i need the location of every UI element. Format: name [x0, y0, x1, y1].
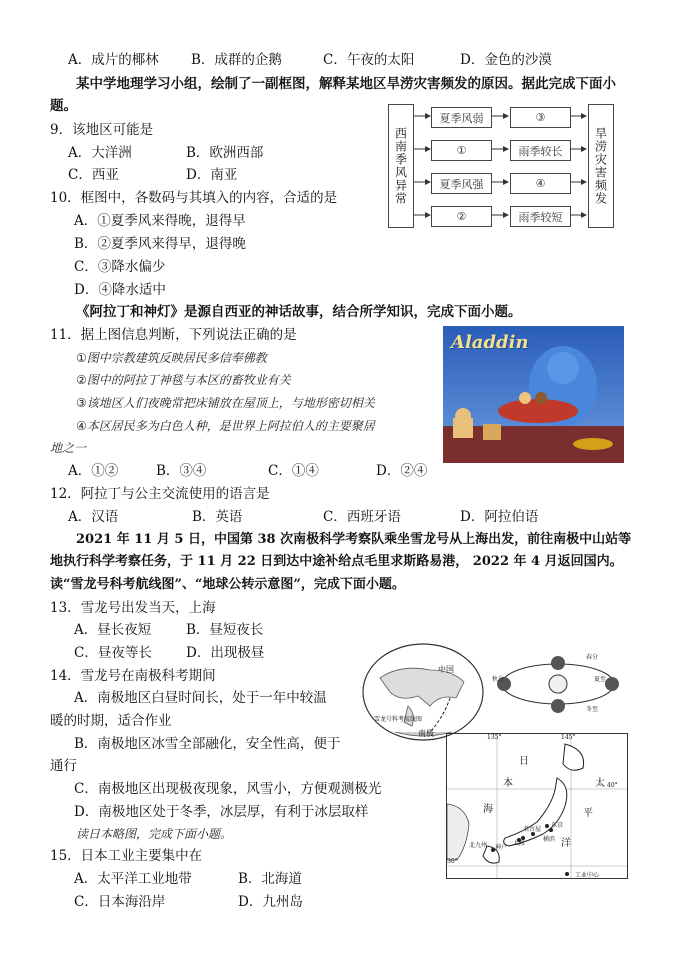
q15-stem: 15．日本工业主要集中在: [50, 848, 203, 864]
intro-3-line-3: 读“雪龙号科考航线图”、“地球公转示意图”，完成下面小题。: [50, 577, 405, 592]
pacific-ping: 平: [583, 808, 593, 819]
city-yokohama: 横滨: [543, 836, 556, 843]
intro-1-line-2: 题。: [50, 98, 77, 114]
aladdin-image: [443, 326, 624, 463]
japan-sea-hai: 海: [483, 804, 493, 815]
q8-option-d: D．金色的沙漠: [460, 52, 552, 68]
q9-option-b: B．欧洲西部: [186, 145, 264, 161]
q11-option-c: C．①④: [268, 463, 319, 479]
q14-option-c: C．南极地区出现极夜现象，风雪小，方便观测极光: [74, 781, 382, 797]
flow-box-r1a: 夏季风弱: [431, 107, 492, 128]
q15-option-b: B．北海道: [238, 871, 302, 887]
route-map-caption: 雪龙号科考航线图: [374, 716, 423, 723]
pacific-tai: 太: [595, 778, 605, 789]
q11-statement-1: ①图中宗教建筑反映居民多信奉佛教: [76, 351, 267, 365]
orbit-label-2: 夏至: [594, 676, 607, 683]
japan-lon-2: 145°: [561, 734, 576, 741]
q13-option-d: D．出现极昼: [186, 645, 265, 661]
orbit-label-3: 秋分: [492, 676, 505, 683]
q12-option-d: D．阿拉伯语: [460, 509, 539, 525]
route-map: [360, 640, 486, 744]
q11-stem: 11．据上图信息判断，下列说法正确的是: [50, 327, 297, 343]
route-map-china: 中国: [438, 665, 454, 674]
q14-option-b-line-1: B．南极地区冰雪全部融化，安全性高，便于: [74, 736, 341, 752]
q8-option-a: A．成片的椰林: [68, 52, 159, 68]
q11-option-d: D．②④: [376, 463, 428, 479]
japan-lon-1: 135°: [487, 734, 502, 741]
japan-sea-ri: 日: [519, 756, 529, 767]
q10-option-c: C．③降水偏少: [74, 259, 166, 275]
q10-option-a: A．①夏季风来得晚，退得早: [74, 213, 246, 229]
orbit-label-4: 冬至: [586, 706, 599, 713]
q11-statement-3: ③该地区人们夜晚常把床铺放在屋顶上，与地形密切相关: [76, 396, 375, 410]
flow-box-r4b: 雨季较短: [510, 206, 571, 227]
japan-map: [446, 733, 628, 879]
q13-option-a: A．昼长夜短: [74, 622, 152, 638]
q9-stem: 9．该地区可能是: [50, 122, 154, 138]
japan-lat-1: 40°: [607, 782, 618, 789]
q14-option-b-line-2: 通行: [50, 758, 77, 774]
q11-statement-2: ②图中的阿拉丁神毯与本区的畜牧业有关: [76, 373, 291, 387]
flow-box-r4a: ②: [431, 206, 492, 227]
flow-box-r3a: 夏季风强: [431, 173, 492, 194]
q9-option-a: A．大洋洲: [68, 145, 132, 161]
flow-right-box: 旱涝灾害频发: [588, 104, 614, 228]
flow-box-r2b: 雨季较长: [510, 140, 571, 161]
japan-lat-2: 30°: [447, 858, 458, 865]
q8-option-b: B．成群的企鹅: [191, 52, 282, 68]
q10-stem: 10．框图中，各数码与其填入的内容，合适的是: [50, 190, 338, 206]
intro-2: 《阿拉丁和神灯》是源自西亚的神话故事，结合所学知识，完成下面小题。: [76, 304, 522, 320]
intro-3-line-2: 地执行科学考察任务，于 11 月 22 日到达中途补给点毛里求斯路易港， 2022 年 4 月返回国内。: [50, 554, 623, 569]
orbit-label-1: 春分: [586, 654, 599, 661]
q15-option-c: C．日本海沿岸: [74, 894, 166, 910]
q14-option-a-line-1: A．南极地区白昼时间长，处于一年中较温: [74, 690, 327, 706]
japan-legend: 工业中心: [575, 872, 600, 879]
q10-option-b: B．②夏季风来得早，退得晚: [74, 236, 246, 252]
aladdin-title: Aladdin: [451, 332, 529, 353]
q8-option-c: C．午夜的太阳: [323, 52, 415, 68]
city-kobe: 神户: [495, 844, 508, 851]
q15-option-a: A．太平洋工业地带: [74, 871, 192, 887]
q12-option-b: B．英语: [192, 509, 243, 525]
q10-option-d: D．④降水适中: [74, 282, 166, 298]
japan-sea-ben: 本: [503, 778, 513, 789]
flow-box-r1b: ③: [510, 107, 571, 128]
q9-option-c: C．西亚: [68, 167, 119, 183]
q13-option-c: C．昼夜等长: [74, 645, 152, 661]
q11-statement-4-cont: 地之一: [50, 441, 87, 455]
q11-statement-4: ④本区居民多为白色人种，是世界上阿拉伯人的主要聚居: [76, 419, 375, 433]
orbit-diagram: [490, 648, 626, 718]
flow-arrows: [388, 104, 618, 228]
q11-option-b: B．③④: [156, 463, 207, 479]
flow-box-r3b: ④: [510, 173, 571, 194]
pacific-yang: 洋: [561, 838, 571, 849]
flow-box-r2a: ①: [431, 140, 492, 161]
q13-option-b: B．昼短夜长: [186, 622, 264, 638]
q12-option-c: C．西班牙语: [323, 509, 401, 525]
q12-option-a: A．汉语: [68, 509, 119, 525]
q14-stem: 14．雪龙号在南极科考期间: [50, 668, 216, 684]
city-tokyo: 东京: [551, 822, 564, 829]
route-map-antarctica: 南极: [418, 729, 434, 738]
intro-1-line-1: 某中学地理学习小组，绘制了一副框图，解释某地区旱涝灾害频发的原因。据此完成下面小: [76, 76, 616, 92]
city-kitakyushu: 北九州: [469, 842, 488, 849]
intro-3-line-1: 2021 年 11 月 5 日，中国第 38 次南极科学考察队乘坐雪龙号从上海出发，前往南极中山站等: [76, 532, 632, 547]
q14-option-a-line-2: 暖的时期，适合作业: [50, 713, 172, 729]
q13-stem: 13．雪龙号出发当天，上海: [50, 600, 216, 616]
city-osaka: 大阪: [513, 840, 526, 847]
city-nagoya: 名古屋: [523, 826, 542, 833]
q11-option-a: A．①②: [68, 463, 119, 479]
flow-left-box: 西南季风异常: [388, 104, 414, 228]
q15-option-d: D．九州岛: [238, 894, 303, 910]
q14-option-d: D．南极地区处于冬季，冰层厚，有利于冰层取样: [74, 804, 369, 820]
intro-4: 读日本略图，完成下面小题。: [76, 827, 233, 841]
q9-option-d: D．南亚: [186, 167, 238, 183]
q12-stem: 12．阿拉丁与公主交流使用的语言是: [50, 486, 270, 502]
